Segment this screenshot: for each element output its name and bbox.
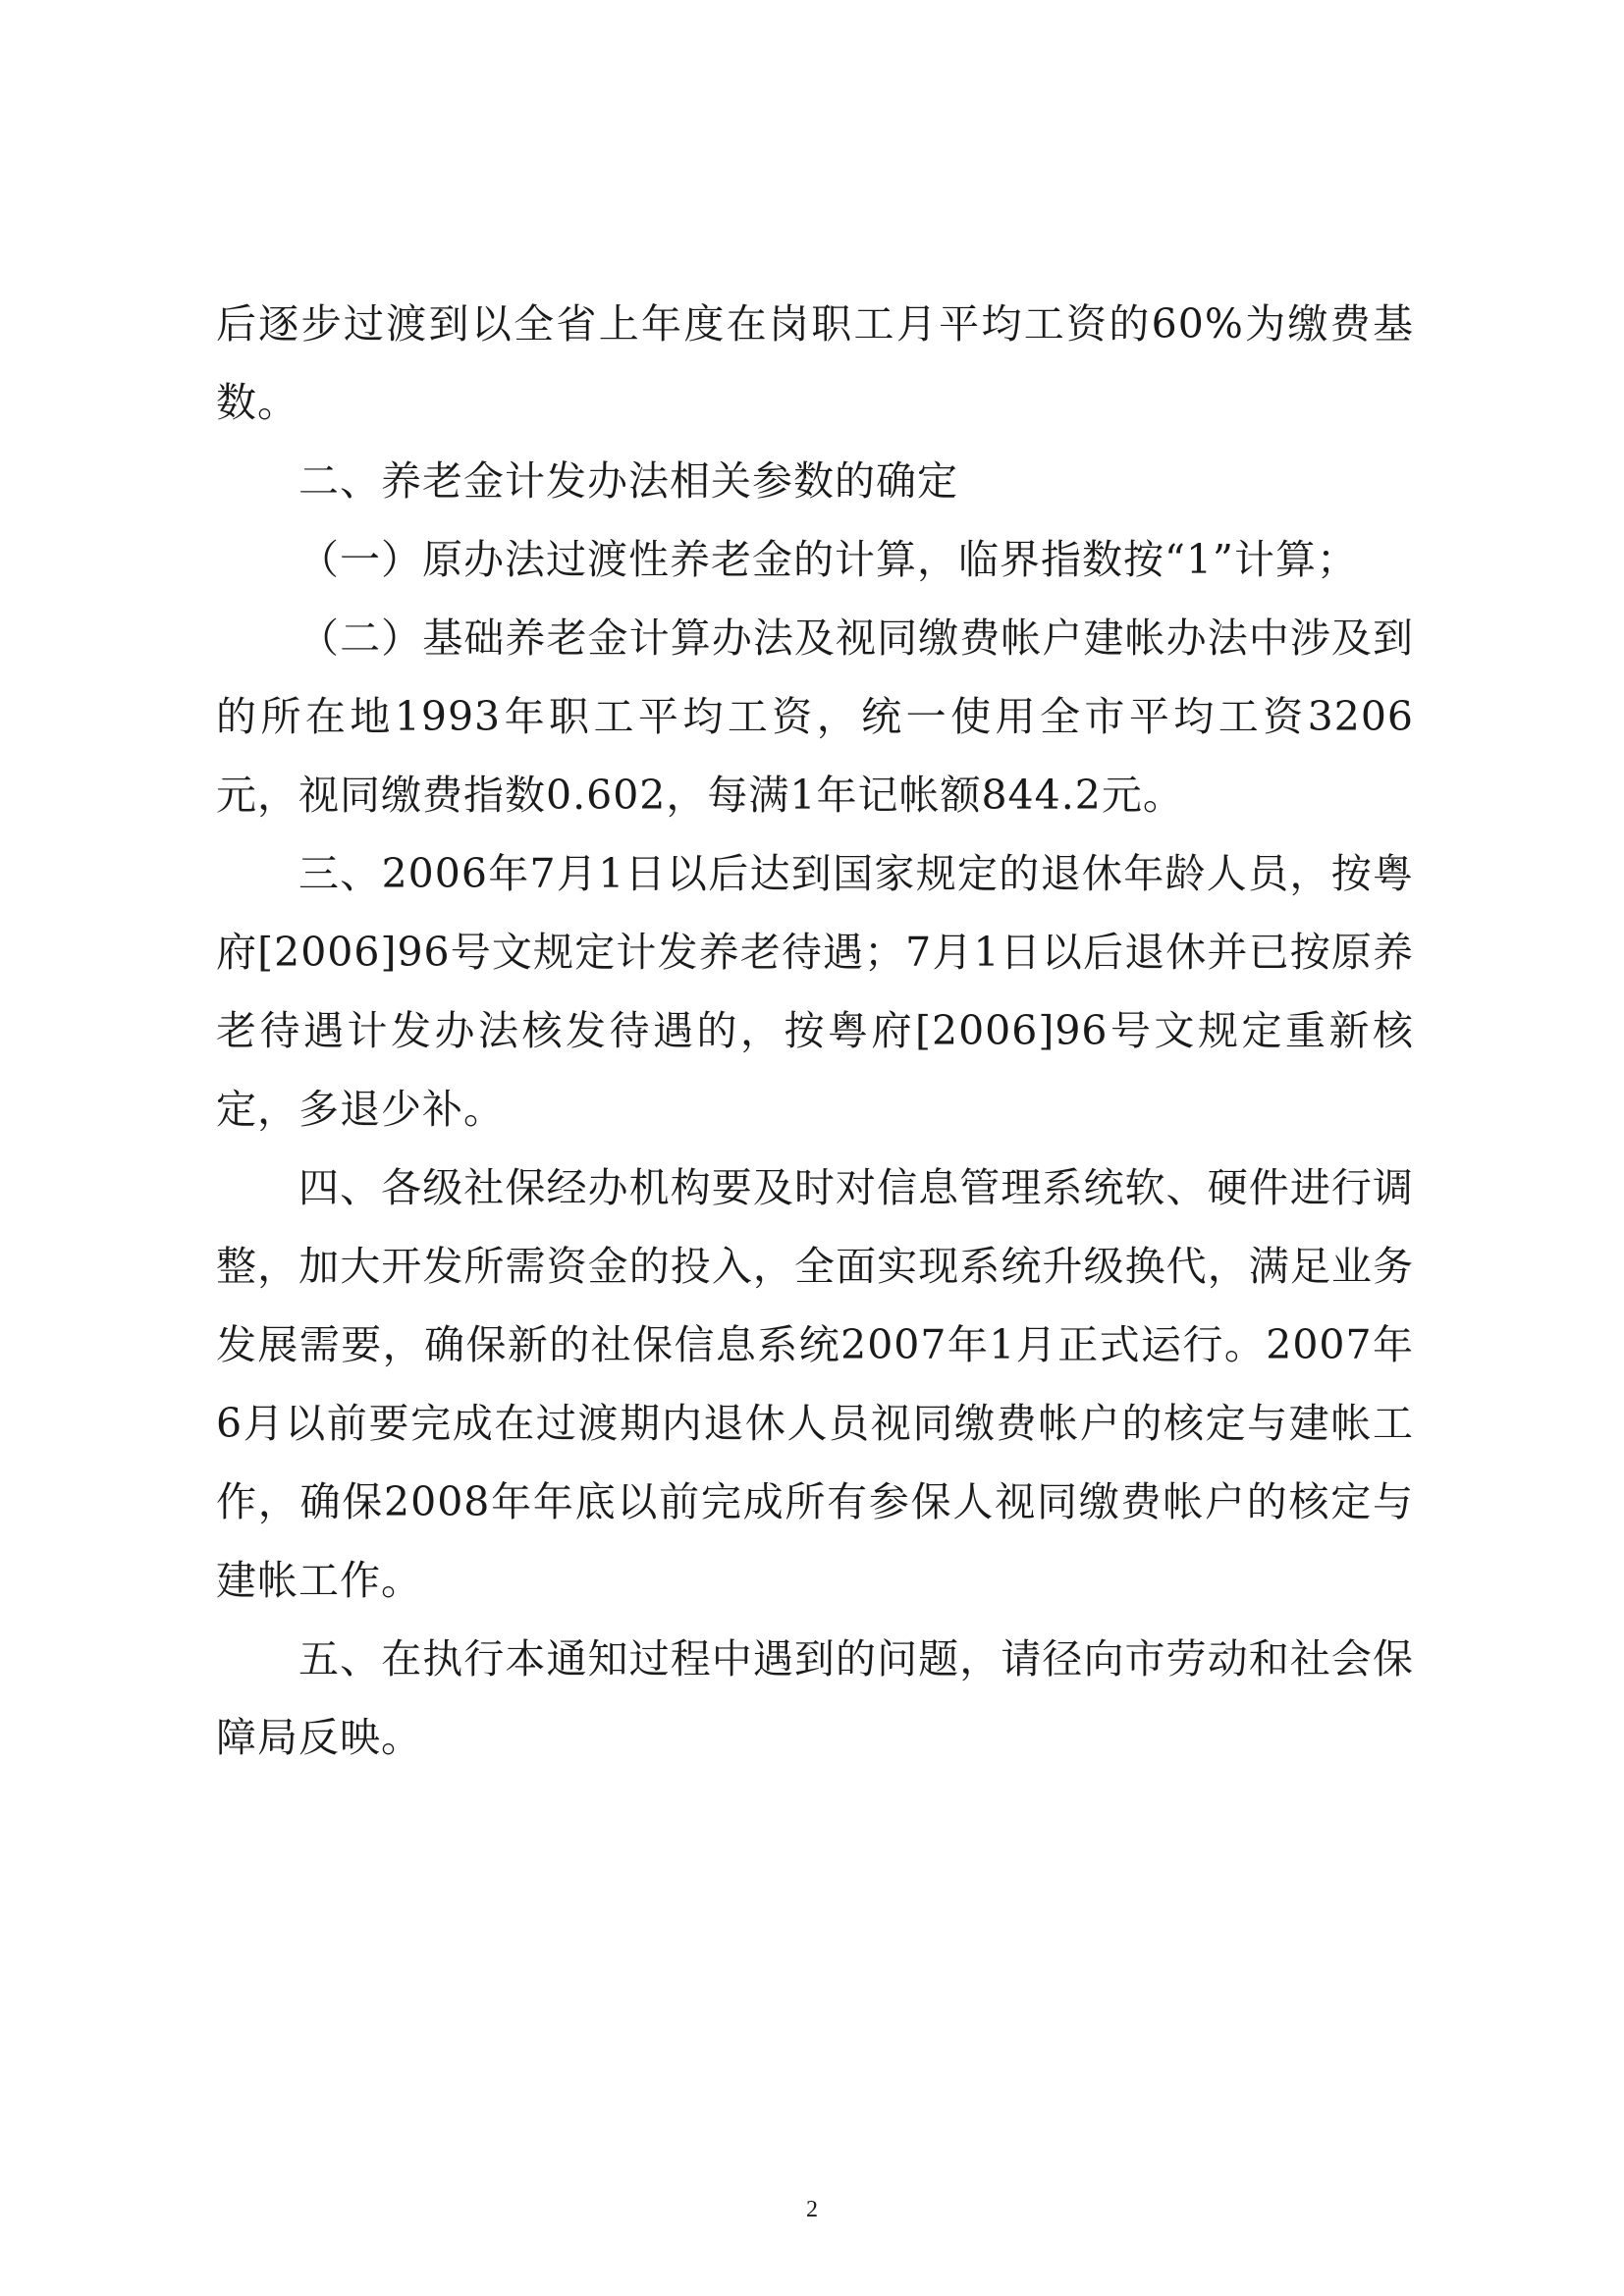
document-body [216, 285, 1414, 1777]
paragraph-issue-reporting: 五、在执行本通知过程中遇到的问题，请径向市劳动和社会保障局反映。 [216, 1635, 1414, 1761]
paragraph-transitional-pension: （一）原办法过渡性养老金的计算，临界指数按“1”计算； [298, 536, 1359, 583]
section-heading-pension-parameters: 二、养老金计发办法相关参数的确定 [298, 457, 958, 505]
paragraph-retirement-after-july-2006: 三、2006年7月1日以后达到国家规定的退休年龄人员，按粤府[2006]96号文规定计发养老待遇；7月1日以后退休并已按原养老待遇计发办法核发待遇的，按粤府[2006]96号文规定重新核定，多退少补。 [216, 850, 1414, 1133]
page-number: 2 [806, 2197, 818, 2222]
paragraph-basic-pension-calculation: （二）基础养老金计算办法及视同缴费帐户建帐办法中涉及到的所在地1993年职工平均工资，统一使用全市平均工资3206元，视同缴费指数0.602，每满1年记帐额844.2元。 [216, 614, 1414, 819]
paragraph-contribution-base-continuation: 后逐步过渡到以全省上年度在岗职工月平均工资的60%为缴费基数。 [216, 300, 1414, 426]
paragraph-information-system-upgrade: 四、各级社保经办机构要及时对信息管理系统软、硬件进行调整，加大开发所需资金的投入，全面实现系统升级换代，满足业务发展需要，确保新的社保信息系统2007年1月正式运行。2007年6月以前要完成在过渡期内退休人员视同缴费帐户的核定与建帐工作，确保2008年年底以前完成所有参保人视同缴费帐户的核定与建帐工作。 [216, 1164, 1414, 1604]
